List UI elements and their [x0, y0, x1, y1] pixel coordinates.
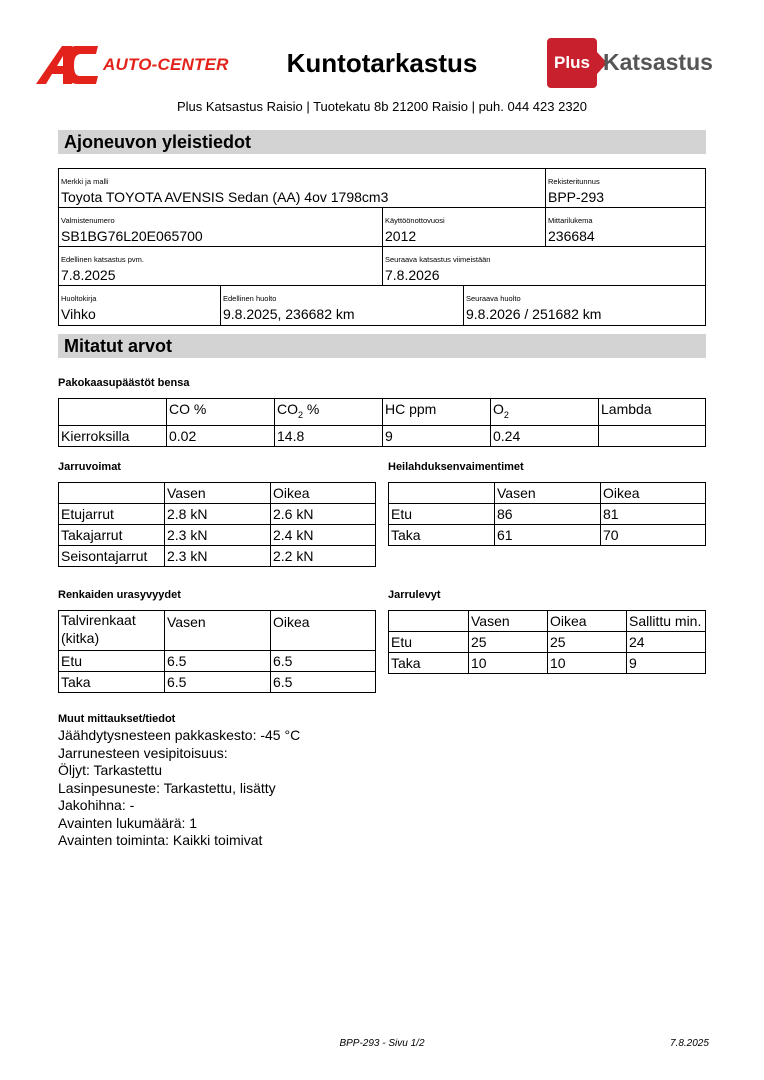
emissions-header-lambda: Lambda: [599, 399, 706, 426]
shocks-header-left: Vasen: [495, 483, 601, 504]
odometer-label: Mittarilukema: [548, 216, 593, 225]
next-inspection-cell: [383, 247, 705, 285]
table-row: [389, 525, 706, 546]
emissions-header-row: [59, 399, 706, 426]
emissions-title: Pakokaasupäästöt bensa: [58, 377, 190, 389]
make-cell: [59, 169, 546, 207]
brakes-right-value: 2.6 kN: [271, 504, 376, 525]
katsastus-wordmark: Katsastus: [603, 49, 713, 75]
list-item: Avainten lukumäärä: 1: [58, 814, 198, 831]
table-row: [389, 653, 706, 674]
info-row-inspection: [59, 247, 705, 286]
o2-text: O: [493, 401, 504, 417]
discs-right-value: 10: [548, 653, 627, 674]
table-row: [389, 504, 706, 525]
section-header-measured: [58, 334, 706, 358]
emissions-header-hc: HC ppm: [383, 399, 491, 426]
brakes-header-row: [59, 483, 376, 504]
discs-header-right: Oikea: [548, 611, 627, 632]
emissions-header-co: CO %: [167, 399, 275, 426]
service-book-cell: [59, 286, 221, 325]
last-inspection-value: 7.8.2025: [61, 267, 116, 283]
section-title-measured: Mitatut arvot: [64, 336, 172, 356]
info-row-vin: [59, 208, 705, 247]
shocks-right-value: 70: [601, 525, 706, 546]
discs-row-label: Etu: [389, 632, 469, 653]
table-row: [59, 651, 376, 672]
brakes-right-value: 2.4 kN: [271, 525, 376, 546]
discs-header-min: Sallittu min.: [627, 611, 706, 632]
section-title-general: Ajoneuvon yleistiedot: [64, 132, 252, 152]
shocks-header-row: [389, 483, 706, 504]
discs-min-value: 24: [627, 632, 706, 653]
reg-label: Rekisteritunnus: [548, 177, 600, 186]
shocks-row-label: Etu: [389, 504, 495, 525]
shocks-right-value: 81: [601, 504, 706, 525]
discs-left-value: 25: [469, 632, 548, 653]
shocks-title: Heilahduksenvaimentimet: [388, 461, 524, 473]
vin-value: SB1BG76L20E065700: [61, 228, 203, 244]
plus-badge: [547, 38, 597, 88]
co2-subscript: 2: [298, 409, 304, 420]
year-value: 2012: [385, 228, 417, 244]
discs-header-left: Vasen: [469, 611, 548, 632]
table-row: [59, 546, 376, 567]
info-row-make: [59, 169, 705, 208]
auto-center-wordmark: AUTO-CENTER: [103, 55, 229, 74]
last-service-cell: [221, 286, 464, 325]
footer-date: 7.8.2025: [670, 1038, 709, 1049]
odometer-value: 236684: [548, 228, 595, 244]
next-service-label: Seuraava huolto: [466, 294, 521, 303]
discs-row-label: Taka: [389, 653, 469, 674]
shocks-table: [388, 482, 706, 546]
discs-header-row: [389, 611, 706, 632]
tires-right-value: 6.5: [271, 672, 376, 693]
next-inspection-value: 7.8.2026: [385, 267, 440, 283]
emissions-header-co2: [275, 399, 383, 426]
make-label: Merkki ja malli: [61, 177, 109, 186]
other-title: Muut mittaukset/tiedot: [58, 713, 176, 725]
tires-left-value: 6.5: [165, 651, 271, 672]
list-item: Jäähdytysnesteen pakkaskesto: -45 °C: [58, 727, 301, 743]
shocks-header-right: Oikea: [601, 483, 706, 504]
year-cell: [383, 208, 546, 246]
discs-table: [388, 610, 706, 674]
emissions-row-label: Kierroksilla: [59, 425, 167, 446]
table-row: [59, 525, 376, 546]
brakes-header-empty: [59, 483, 165, 504]
emissions-hc-value: 9: [383, 425, 491, 446]
service-book-label: Huoltokirja: [61, 294, 97, 303]
vin-label: Valmistenumero: [61, 216, 115, 225]
tires-right-value: 6.5: [271, 651, 376, 672]
co2-unit: %: [303, 401, 320, 417]
plus-katsastus-logo: [547, 38, 732, 88]
emissions-co2-value: 14.8: [275, 425, 383, 446]
table-row: [389, 632, 706, 653]
year-label: Käyttöönottovuosi: [385, 216, 445, 225]
odometer-cell: [546, 208, 705, 246]
emissions-header-o2: [491, 399, 599, 426]
discs-title: Jarrulevyt: [388, 589, 441, 601]
make-value: Toyota TOYOTA AVENSIS Sedan (AA) 4ov 1798cm3: [61, 189, 389, 205]
list-item: Avainten toiminta: Kaikki toimivat: [58, 832, 263, 848]
other-measurements: [58, 712, 300, 850]
discs-right-value: 25: [548, 632, 627, 653]
station-address: Plus Katsastus Raisio | Tuotekatu 8b 21200 Raisio | puh. 044 423 2320: [176, 99, 588, 114]
emissions-co-value: 0.02: [167, 425, 275, 446]
last-service-label: Edellinen huolto: [223, 294, 277, 303]
emissions-lambda-value: [599, 425, 706, 446]
tires-left-value: 6.5: [165, 672, 271, 693]
tires-title: Renkaiden urasyvyydet: [58, 589, 181, 601]
list-item: Lasinpesuneste: Tarkastettu, lisätty: [58, 779, 276, 796]
brakes-right-value: 2.2 kN: [271, 546, 376, 567]
list-item: Jakohihna: -: [58, 797, 135, 813]
last-inspection-label: Edellinen katsastus pvm.: [61, 255, 144, 264]
brakes-left-value: 2.8 kN: [165, 504, 271, 525]
last-service-value: 9.8.2025, 236682 km: [223, 306, 355, 322]
table-row: [59, 672, 376, 693]
discs-min-value: 9: [627, 653, 706, 674]
tires-header-type: Talvirenkaat (kitka): [59, 611, 165, 651]
info-row-service: [59, 286, 705, 325]
emissions-o2-value: 0.24: [491, 425, 599, 446]
tires-row-label: Taka: [59, 672, 165, 693]
section-header-general: [58, 130, 706, 154]
reg-value: BPP-293: [548, 189, 605, 205]
emissions-data-row: [59, 425, 706, 446]
brakes-title: Jarruvoimat: [58, 461, 121, 473]
co2-text: CO: [277, 401, 298, 417]
next-inspection-label: Seuraava katsastus viimeistään: [385, 255, 491, 264]
o2-subscript: 2: [503, 409, 509, 420]
vin-cell: [59, 208, 383, 246]
brakes-row-label: Takajarrut: [59, 525, 165, 546]
discs-header-empty: [389, 611, 469, 632]
tires-table: [58, 610, 376, 693]
tires-row-label: Etu: [59, 651, 165, 672]
list-item: Öljyt: Tarkastettu: [58, 762, 163, 778]
reg-cell: [546, 169, 705, 207]
vehicle-info-grid: [58, 168, 706, 326]
footer-page: BPP-293 - Sivu 1/2: [339, 1038, 425, 1049]
next-service-cell: [464, 286, 705, 325]
brakes-table: [58, 482, 376, 567]
tires-header-right: Oikea: [271, 611, 376, 651]
service-book-value: Vihko: [61, 306, 96, 322]
shocks-left-value: 86: [495, 504, 601, 525]
brakes-row-label: Etujarrut: [59, 504, 165, 525]
emissions-table: [58, 398, 706, 447]
tires-header-row: [59, 611, 376, 651]
brakes-row-label: Seisontajarrut: [59, 546, 165, 567]
brakes-left-value: 2.3 kN: [165, 525, 271, 546]
document-title: Kuntotarkastus: [286, 48, 478, 78]
plus-badge-text: Plus: [554, 53, 590, 72]
discs-left-value: 10: [469, 653, 548, 674]
shocks-header-empty: [389, 483, 495, 504]
next-service-value: 9.8.2026 / 251682 km: [466, 306, 602, 322]
brakes-header-right: Oikea: [271, 483, 376, 504]
brakes-left-value: 2.3 kN: [165, 546, 271, 567]
emissions-header-empty: [59, 399, 167, 426]
shocks-row-label: Taka: [389, 525, 495, 546]
brakes-header-left: Vasen: [165, 483, 271, 504]
table-row: [59, 504, 376, 525]
tires-header-left: Vasen: [165, 611, 271, 651]
shocks-left-value: 61: [495, 525, 601, 546]
last-inspection-cell: [59, 247, 383, 285]
list-item: Jarrunesteen vesipitoisuus:: [58, 744, 228, 761]
